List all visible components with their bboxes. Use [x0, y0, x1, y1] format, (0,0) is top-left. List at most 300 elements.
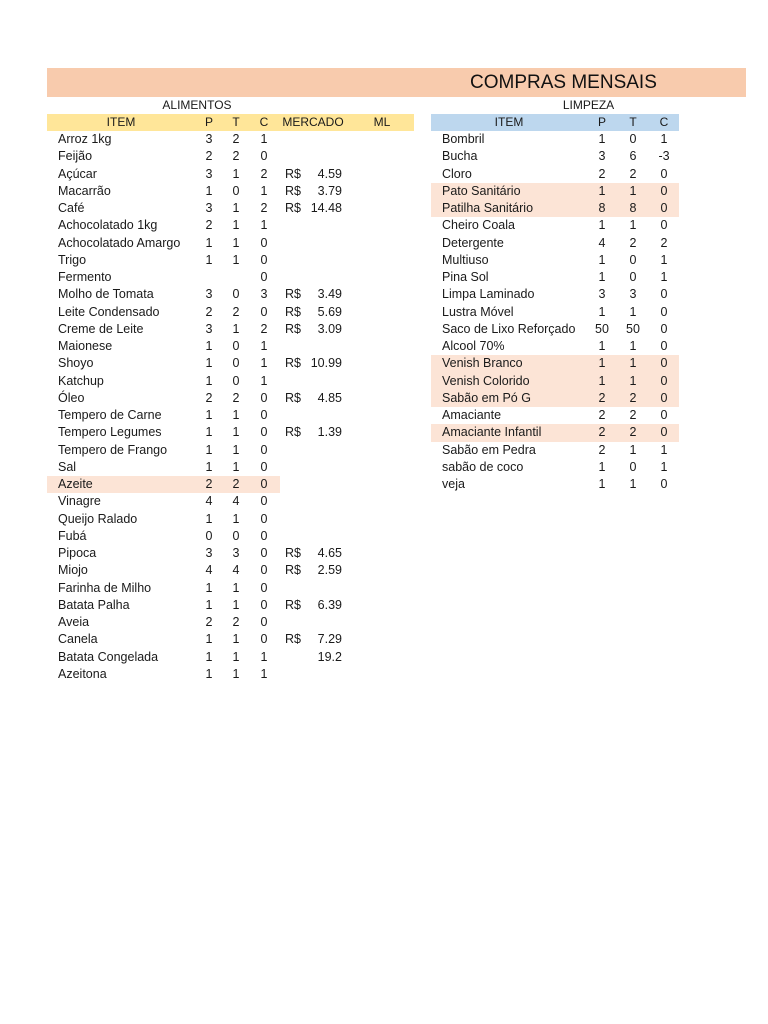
qty-t: 1 — [629, 373, 637, 388]
mercado-price — [302, 476, 342, 493]
table-row — [431, 407, 679, 424]
qty-p: 1 — [205, 183, 213, 198]
qty-c: 1 — [260, 218, 268, 233]
qty-t: 1 — [232, 442, 240, 457]
item-name: Achocolatado 1kg — [58, 218, 158, 233]
qty-t: 1 — [232, 425, 240, 440]
table-row — [47, 200, 414, 217]
qty-p: 1 — [598, 339, 606, 353]
qty-c: 1 — [260, 339, 268, 353]
table-row — [431, 183, 679, 200]
qty-t: 0 — [232, 356, 240, 371]
table-row — [47, 148, 414, 165]
qty-c: 0 — [660, 339, 668, 353]
mercado-price: 4.65 — [317, 546, 342, 560]
qty-t: 2 — [232, 390, 240, 405]
item-name: Amaciante Infantil — [442, 425, 542, 440]
qty-p: 1 — [598, 218, 606, 233]
table-row — [47, 304, 414, 321]
qty-c: 0 — [660, 166, 668, 181]
qty-c: 0 — [660, 183, 668, 198]
qty-t: 6 — [629, 149, 637, 164]
currency-symbol: R$ — [285, 321, 301, 336]
qty-c: 0 — [260, 563, 268, 578]
qty-p: 1 — [205, 408, 213, 422]
qty-c: 2 — [260, 201, 268, 215]
qty-p: 2 — [598, 390, 606, 405]
qty-p: 1 — [205, 425, 213, 440]
qty-t: 4 — [232, 494, 240, 509]
mercado-price: 19.2 — [317, 649, 342, 664]
qty-t: 3 — [629, 287, 637, 302]
currency-symbol: R$ — [285, 390, 301, 405]
qty-c: 0 — [260, 408, 268, 422]
table-row — [47, 269, 414, 286]
table-row — [431, 252, 679, 269]
qty-c: 1 — [260, 666, 268, 681]
item-name: Pipoca — [58, 546, 97, 560]
qty-t: 0 — [232, 183, 240, 198]
qty-t: 2 — [629, 425, 637, 440]
item-name: Pato Sanitário — [442, 183, 521, 198]
qty-t: 1 — [232, 201, 240, 215]
table-row — [47, 666, 414, 683]
qty-t: 1 — [232, 580, 240, 595]
qty-c: 0 — [660, 425, 668, 440]
item-name: Bucha — [442, 149, 478, 164]
table-row — [431, 131, 679, 148]
qty-c: 0 — [260, 546, 268, 560]
qty-t: 1 — [629, 218, 637, 233]
qty-p: 2 — [598, 442, 606, 457]
table-row — [47, 511, 414, 528]
item-name: Lustra Móvel — [442, 304, 514, 319]
item-name: Cloro — [442, 166, 472, 181]
table-row — [47, 562, 414, 579]
item-name: Canela — [58, 632, 98, 647]
qty-p: 1 — [598, 183, 606, 198]
header-t: T — [629, 115, 637, 129]
qty-c: 0 — [260, 511, 268, 526]
qty-p: 1 — [205, 459, 213, 474]
qty-c: 0 — [260, 459, 268, 474]
qty-p: 1 — [205, 373, 213, 388]
qty-p: 4 — [598, 235, 606, 250]
mercado-price: 14.48 — [310, 201, 342, 215]
qty-p: 1 — [205, 632, 213, 647]
limpeza-table — [431, 131, 679, 493]
item-name: Maionese — [58, 339, 113, 353]
item-name: Arroz 1kg — [58, 132, 112, 146]
table-row — [47, 355, 414, 372]
header-c: C — [259, 115, 269, 129]
qty-p: 1 — [205, 252, 213, 267]
qty-c: 1 — [260, 183, 268, 198]
qty-t: 0 — [629, 252, 637, 267]
qty-t: 50 — [626, 321, 640, 336]
header-p: P — [204, 115, 213, 129]
item-name: Bombril — [442, 132, 485, 146]
qty-p: 1 — [598, 252, 606, 267]
qty-c: 0 — [260, 304, 268, 319]
alimentos-title: ALIMENTOS — [162, 98, 232, 112]
table-row — [47, 545, 414, 562]
table-row — [431, 476, 679, 493]
item-name: Katchup — [58, 373, 104, 388]
qty-p: 2 — [205, 477, 213, 491]
qty-p: 3 — [205, 132, 213, 146]
qty-t: 0 — [232, 287, 240, 302]
qty-p: 3 — [205, 201, 213, 215]
mercado-price — [302, 235, 342, 252]
qty-c: 0 — [660, 373, 668, 388]
qty-c: 2 — [260, 166, 268, 181]
qty-c: 0 — [660, 304, 668, 319]
item-name: Café — [58, 201, 85, 215]
qty-c: 1 — [660, 132, 668, 146]
table-row — [47, 338, 414, 355]
item-name: veja — [442, 477, 465, 491]
qty-t: 1 — [629, 339, 637, 353]
table-row — [431, 355, 679, 372]
qty-c: 0 — [660, 201, 668, 215]
item-name: Trigo — [58, 252, 87, 267]
qty-t: 2 — [232, 615, 240, 629]
qty-c: 0 — [260, 442, 268, 457]
currency-symbol: R$ — [285, 546, 301, 560]
mercado-price: 7.29 — [317, 632, 342, 647]
qty-c: 0 — [660, 287, 668, 302]
qty-p: 3 — [205, 546, 213, 560]
qty-p: 1 — [598, 477, 606, 491]
mercado-price — [302, 528, 342, 545]
table-row — [47, 424, 414, 441]
limpeza-header-row — [431, 114, 679, 131]
table-row — [47, 580, 414, 597]
qty-p: 1 — [598, 270, 606, 284]
qty-p: 1 — [205, 442, 213, 457]
qty-c: 0 — [260, 149, 268, 164]
table-row — [47, 217, 414, 234]
limpeza-title: LIMPEZA — [562, 98, 615, 112]
qty-p: 3 — [205, 166, 213, 181]
item-name: Miojo — [58, 563, 88, 578]
qty-c: 0 — [260, 494, 268, 509]
header-p: P — [597, 115, 606, 129]
mercado-price — [302, 338, 342, 355]
table-row — [47, 493, 414, 510]
qty-c: 0 — [660, 390, 668, 405]
table-row — [431, 390, 679, 407]
qty-c: 0 — [260, 528, 268, 543]
table-row — [47, 442, 414, 459]
qty-c: 1 — [260, 132, 268, 146]
item-name: Pina Sol — [442, 270, 489, 284]
qty-t: 2 — [629, 408, 637, 422]
qty-p — [197, 269, 221, 286]
table-row — [47, 286, 414, 303]
qty-p: 3 — [205, 321, 213, 336]
item-name: Saco de Lixo Reforçado — [442, 321, 576, 336]
qty-t: 8 — [629, 201, 637, 215]
currency-symbol: R$ — [285, 304, 301, 319]
qty-p: 1 — [598, 356, 606, 371]
qty-p: 2 — [205, 304, 213, 319]
mercado-price — [302, 666, 342, 683]
qty-p: 1 — [598, 304, 606, 319]
table-row — [47, 649, 414, 666]
mercado-price — [302, 511, 342, 528]
table-row — [47, 597, 414, 614]
table-row — [47, 166, 414, 183]
currency-symbol: R$ — [285, 183, 301, 198]
table-row — [47, 528, 414, 545]
table-row — [431, 269, 679, 286]
table-row — [47, 373, 414, 390]
qty-c: 0 — [260, 425, 268, 440]
qty-t: 2 — [629, 390, 637, 405]
mercado-price: 5.69 — [317, 304, 342, 319]
qty-p: 1 — [598, 373, 606, 388]
mercado-price — [302, 269, 342, 286]
mercado-price — [302, 442, 342, 459]
qty-t: 1 — [232, 649, 240, 664]
qty-t: 1 — [232, 321, 240, 336]
qty-t: 1 — [232, 218, 240, 233]
mercado-price: 3.09 — [317, 321, 342, 336]
qty-t: 1 — [232, 235, 240, 250]
qty-p: 2 — [598, 166, 606, 181]
item-name: Azeite — [58, 477, 93, 491]
qty-p: 2 — [205, 390, 213, 405]
qty-p: 3 — [598, 287, 606, 302]
qty-p: 3 — [205, 287, 213, 302]
mercado-price: 1.39 — [317, 425, 342, 440]
qty-p: 0 — [205, 528, 213, 543]
qty-p: 2 — [598, 425, 606, 440]
mercado-price — [302, 217, 342, 234]
item-name: Molho de Tomata — [58, 287, 154, 302]
item-name: Alcool 70% — [442, 339, 505, 353]
qty-t: 1 — [232, 252, 240, 267]
table-row — [47, 235, 414, 252]
item-name: Vinagre — [58, 494, 101, 509]
qty-t: 1 — [629, 356, 637, 371]
qty-c: 2 — [660, 235, 668, 250]
qty-p: 1 — [205, 235, 213, 250]
qty-c: 1 — [260, 373, 268, 388]
qty-p: 1 — [598, 132, 606, 146]
item-name: Patilha Sanitário — [442, 201, 534, 215]
item-name: Limpa Laminado — [442, 287, 535, 302]
qty-c: 0 — [660, 321, 668, 336]
qty-t: 1 — [232, 511, 240, 526]
qty-c: 0 — [260, 235, 268, 250]
qty-c: 1 — [660, 459, 668, 474]
qty-c: 0 — [260, 252, 268, 267]
qty-c: 3 — [260, 287, 268, 302]
currency-symbol: R$ — [285, 166, 301, 181]
item-name: Queijo Ralado — [58, 511, 138, 526]
item-name: Fermento — [58, 270, 112, 284]
mercado-price — [302, 580, 342, 597]
table-row — [431, 304, 679, 321]
mercado-price: 4.59 — [317, 166, 342, 181]
table-row — [431, 200, 679, 217]
qty-c: 0 — [660, 477, 668, 491]
qty-p: 1 — [205, 649, 213, 664]
qty-t: 1 — [629, 304, 637, 319]
item-name: Shoyo — [58, 356, 94, 371]
qty-t: 1 — [232, 632, 240, 647]
mercado-price — [302, 131, 342, 148]
qty-p: 1 — [205, 511, 213, 526]
qty-c: 1 — [660, 252, 668, 267]
qty-t: 2 — [232, 477, 240, 491]
qty-t: 0 — [629, 459, 637, 474]
table-row — [431, 442, 679, 459]
mercado-price: 6.39 — [317, 597, 342, 612]
mercado-price — [302, 493, 342, 510]
qty-c: 1 — [260, 356, 268, 371]
qty-p: 2 — [205, 218, 213, 233]
table-row — [431, 235, 679, 252]
item-name: Detergente — [442, 235, 504, 250]
qty-p: 1 — [205, 666, 213, 681]
item-name: Tempero Legumes — [58, 425, 162, 440]
qty-c: 0 — [660, 408, 668, 422]
item-name: Sabão em Pó G — [442, 390, 531, 405]
qty-c: 1 — [260, 649, 268, 664]
table-row — [47, 183, 414, 200]
qty-t: 0 — [232, 339, 240, 353]
item-name: Sabão em Pedra — [442, 442, 536, 457]
qty-p: 1 — [205, 356, 213, 371]
qty-p: 1 — [598, 459, 606, 474]
item-name: Macarrão — [58, 183, 111, 198]
table-row — [47, 252, 414, 269]
qty-t: 0 — [232, 528, 240, 543]
qty-p: 1 — [205, 339, 213, 353]
qty-t: 1 — [232, 666, 240, 681]
qty-t: 0 — [232, 373, 240, 388]
currency-symbol: R$ — [285, 287, 301, 302]
item-name: Tempero de Carne — [58, 408, 162, 422]
qty-t: 4 — [232, 563, 240, 578]
alimentos-header-row — [47, 114, 414, 131]
table-row — [47, 131, 414, 148]
item-name: Açúcar — [58, 166, 97, 181]
qty-t: 2 — [232, 149, 240, 164]
mercado-price: 2.59 — [317, 563, 342, 578]
table-row — [431, 148, 679, 165]
qty-p: 1 — [205, 580, 213, 595]
table-row — [47, 407, 414, 424]
header-ml: ML — [373, 115, 391, 129]
qty-t: 2 — [232, 304, 240, 319]
mercado-price — [302, 459, 342, 476]
table-row — [431, 321, 679, 338]
qty-c: 1 — [660, 442, 668, 457]
currency-symbol: R$ — [285, 425, 301, 440]
qty-t: 3 — [232, 546, 240, 560]
table-row — [47, 321, 414, 338]
qty-t: 2 — [232, 132, 240, 146]
table-row — [431, 338, 679, 355]
qty-t: 1 — [232, 408, 240, 422]
item-name: Farinha de Milho — [58, 580, 152, 595]
qty-c: 0 — [260, 580, 268, 595]
qty-c: 0 — [660, 218, 668, 233]
qty-c: 0 — [260, 615, 268, 629]
table-row — [431, 217, 679, 234]
item-name: Batata Congelada — [58, 649, 159, 664]
currency-symbol: R$ — [285, 563, 301, 578]
item-name: Óleo — [58, 390, 85, 405]
qty-t — [224, 269, 248, 286]
header-t: T — [232, 115, 240, 129]
header-c: C — [659, 115, 669, 129]
header-mercado: MERCADO — [282, 115, 344, 129]
alimentos-table — [47, 131, 414, 683]
qty-t: 2 — [629, 235, 637, 250]
qty-t: 0 — [629, 132, 637, 146]
mercado-price — [302, 407, 342, 424]
currency-symbol: R$ — [285, 597, 301, 612]
header-item: ITEM — [494, 115, 524, 129]
table-row — [47, 631, 414, 648]
qty-c: 0 — [260, 597, 268, 612]
qty-t: 2 — [629, 166, 637, 181]
qty-c: 1 — [660, 270, 668, 284]
item-name: Achocolatado Amargo — [58, 235, 181, 250]
item-name: sabão de coco — [442, 459, 524, 474]
qty-t: 1 — [629, 442, 637, 457]
qty-c: 2 — [260, 321, 268, 336]
item-name: Batata Palha — [58, 597, 130, 612]
item-name: Leite Condensado — [58, 304, 160, 319]
item-name: Azeitona — [58, 666, 107, 681]
mercado-price — [302, 252, 342, 269]
currency-symbol: R$ — [285, 632, 301, 647]
qty-p: 1 — [205, 597, 213, 612]
item-name: Sal — [58, 459, 77, 474]
mercado-price — [302, 148, 342, 165]
item-name: Aveia — [58, 615, 90, 629]
item-name: Venish Branco — [442, 356, 523, 371]
qty-p: 4 — [205, 563, 213, 578]
table-row — [47, 390, 414, 407]
table-row — [431, 286, 679, 303]
item-name: Feijão — [58, 149, 93, 164]
qty-p: 4 — [205, 494, 213, 509]
mercado-price: 3.49 — [317, 287, 342, 302]
qty-p: 8 — [598, 201, 606, 215]
item-name: Cheiro Coala — [442, 218, 515, 233]
item-name: Creme de Leite — [58, 321, 144, 336]
qty-t: 1 — [232, 597, 240, 612]
qty-t: 1 — [232, 166, 240, 181]
item-name: Amaciante — [442, 408, 502, 422]
qty-c: 0 — [260, 390, 268, 405]
page-title: COMPRAS MENSAIS — [470, 72, 657, 93]
item-name: Fubá — [58, 528, 87, 543]
mercado-price — [302, 373, 342, 390]
qty-p: 2 — [205, 615, 213, 629]
item-name: Multiuso — [442, 252, 489, 267]
table-row — [431, 424, 679, 441]
item-name: Venish Colorido — [442, 373, 530, 388]
